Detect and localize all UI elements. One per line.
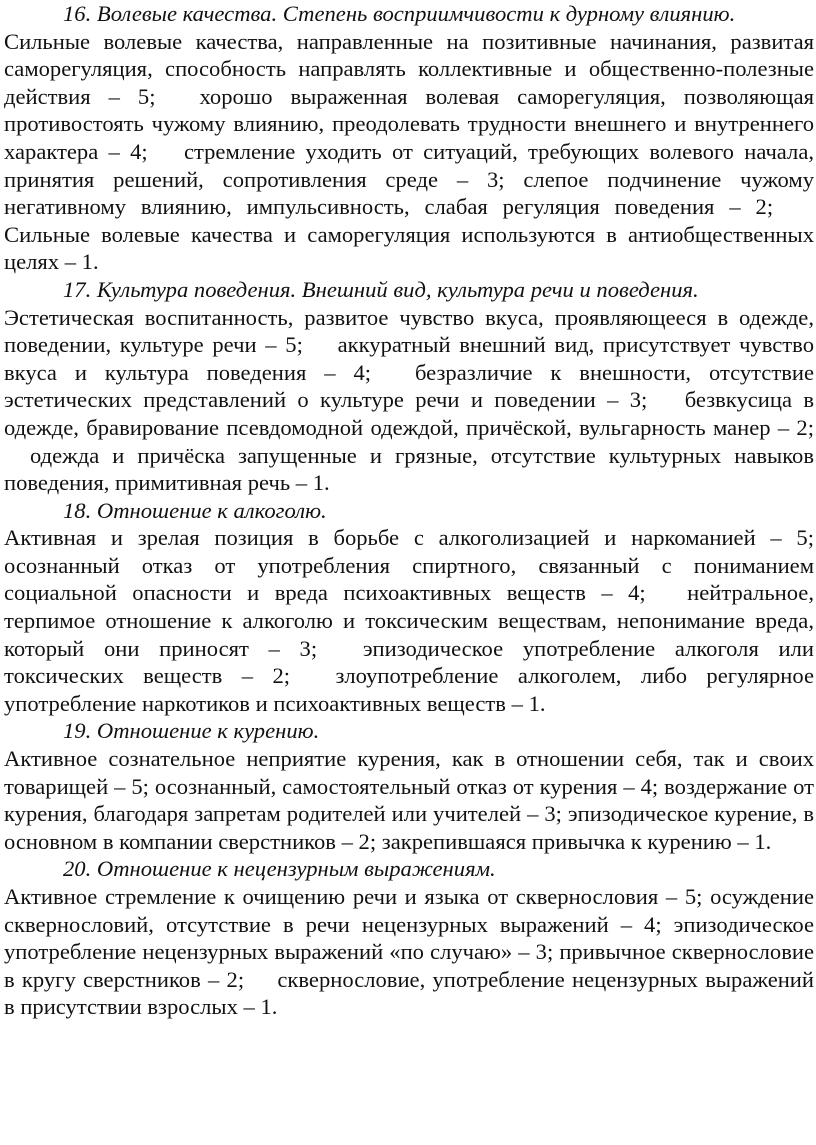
section-heading: 17. Культура поведения. Внешний вид, культура речи и поведения. bbox=[63, 276, 699, 302]
section-heading: 18. Отношение к алкоголю. bbox=[63, 497, 327, 523]
criterion-item: аккуратный внешний вид, присутствует чувство вкуса и культура поведения – 4; bbox=[4, 332, 814, 385]
criterion-item: Сильные волевые качества и саморегуляция используются в антиобщественных целях – 1. bbox=[4, 221, 814, 275]
section-16 bbox=[4, 0, 814, 276]
criterion-item: нейтральное, терпимое отношение к алкоголю и токсическим веществам, непонимание вреда, который они приносят – 3; bbox=[4, 580, 814, 661]
criterion-item: воздержание от курения, благодаря запретам родителей или учителей – 3; bbox=[4, 773, 814, 827]
criterion-item: одежда и причёска запущенные и грязные, отсутствие культурных навыков поведения, примитивная речь – 1. bbox=[4, 442, 814, 496]
criterion-item: безвкусица в одежде, бравирование псевдомодной одеждой, причёской, вульгарность манер – 2; bbox=[4, 387, 814, 440]
criterion-item: осознанный, самостоятельный отказ от курения – 4; bbox=[154, 773, 659, 799]
criterion-item: эпизодическое употребление алкоголя или токсических веществ – 2; bbox=[4, 635, 814, 689]
section-20 bbox=[4, 855, 814, 1021]
criterion-item: эпизодическое употребление нецензурных выражений «по случаю» – 3; bbox=[4, 911, 814, 965]
criterion-item: хорошо выраженная волевая саморегуляция, позволяющая противостоять чужому влиянию, преодолевать трудности внешнего и внутреннего характера – 4; bbox=[4, 83, 814, 164]
criterion-item: Активное сознательное неприятие курения, как в отношении себя, так и своих товарищей – 5; bbox=[4, 746, 814, 799]
section-body bbox=[4, 304, 814, 497]
section-body bbox=[4, 883, 814, 1021]
criterion-item: осуждение сквернословий, отсутствие в речи нецензурных выражений – 4; bbox=[4, 884, 814, 937]
section-18 bbox=[4, 497, 814, 718]
criterion-item: Эстетическая воспитанность, развитое чувство вкуса, проявляющееся в одежде, поведении, культуре речи – 5; bbox=[4, 304, 814, 358]
criterion-item: слепое подчинение чужому негативному влиянию, импульсивность, слабая регуляция поведения – 2; bbox=[4, 166, 814, 220]
criterion-item: Активная и зрелая позиция в борьбе с алкоголизацией и наркоманией – 5; bbox=[4, 525, 814, 551]
section-heading: 16. Волевые качества. Степень восприимчивости к дурному влиянию. bbox=[63, 1, 736, 26]
section-heading: 20. Отношение к нецензурным выражениям. bbox=[63, 856, 496, 882]
section-17 bbox=[4, 276, 814, 497]
criterion-item: эпизодическое курение, в основном в компании сверстников – 2; bbox=[4, 801, 814, 854]
criterion-item: привычное сквернословие в кругу сверстников – 2; bbox=[4, 939, 814, 992]
document-page bbox=[4, 0, 814, 1021]
section-body bbox=[4, 745, 814, 855]
section-19 bbox=[4, 717, 814, 855]
criterion-item: осознанный отказ от употребления спиртного, связанный с пониманием социальной опасности и вреда психоактивных веществ – 4; bbox=[4, 552, 814, 606]
criterion-item: сквернословие, употребление нецензурных выражений в присутствии взрослых – 1. bbox=[4, 966, 814, 1020]
section-body bbox=[4, 28, 814, 276]
criterion-item: злоупотребление алкоголем, либо регулярное употребление наркотиков и психоактивных веществ – 1. bbox=[4, 663, 814, 716]
criterion-item: закрепившаяся привычка к курению – 1. bbox=[381, 828, 772, 854]
criterion-item: Активное стремление к очищению речи и языка от сквернословия – 5; bbox=[4, 884, 703, 909]
criterion-item: безразличие к внешности, отсутствие эстетических представлений о культуре речи и поведении – 3; bbox=[4, 359, 814, 413]
criterion-item: Сильные волевые качества, направленные на позитивные начинания, развитая саморегуляция, способность направлять коллективные и общественно-полезные действия – 5; bbox=[4, 28, 814, 109]
section-heading: 19. Отношение к курению. bbox=[63, 718, 320, 744]
criterion-item: стремление уходить от ситуаций, требующих волевого начала, принятия решений, сопротивления среде – 3; bbox=[4, 138, 814, 192]
section-body bbox=[4, 524, 814, 717]
